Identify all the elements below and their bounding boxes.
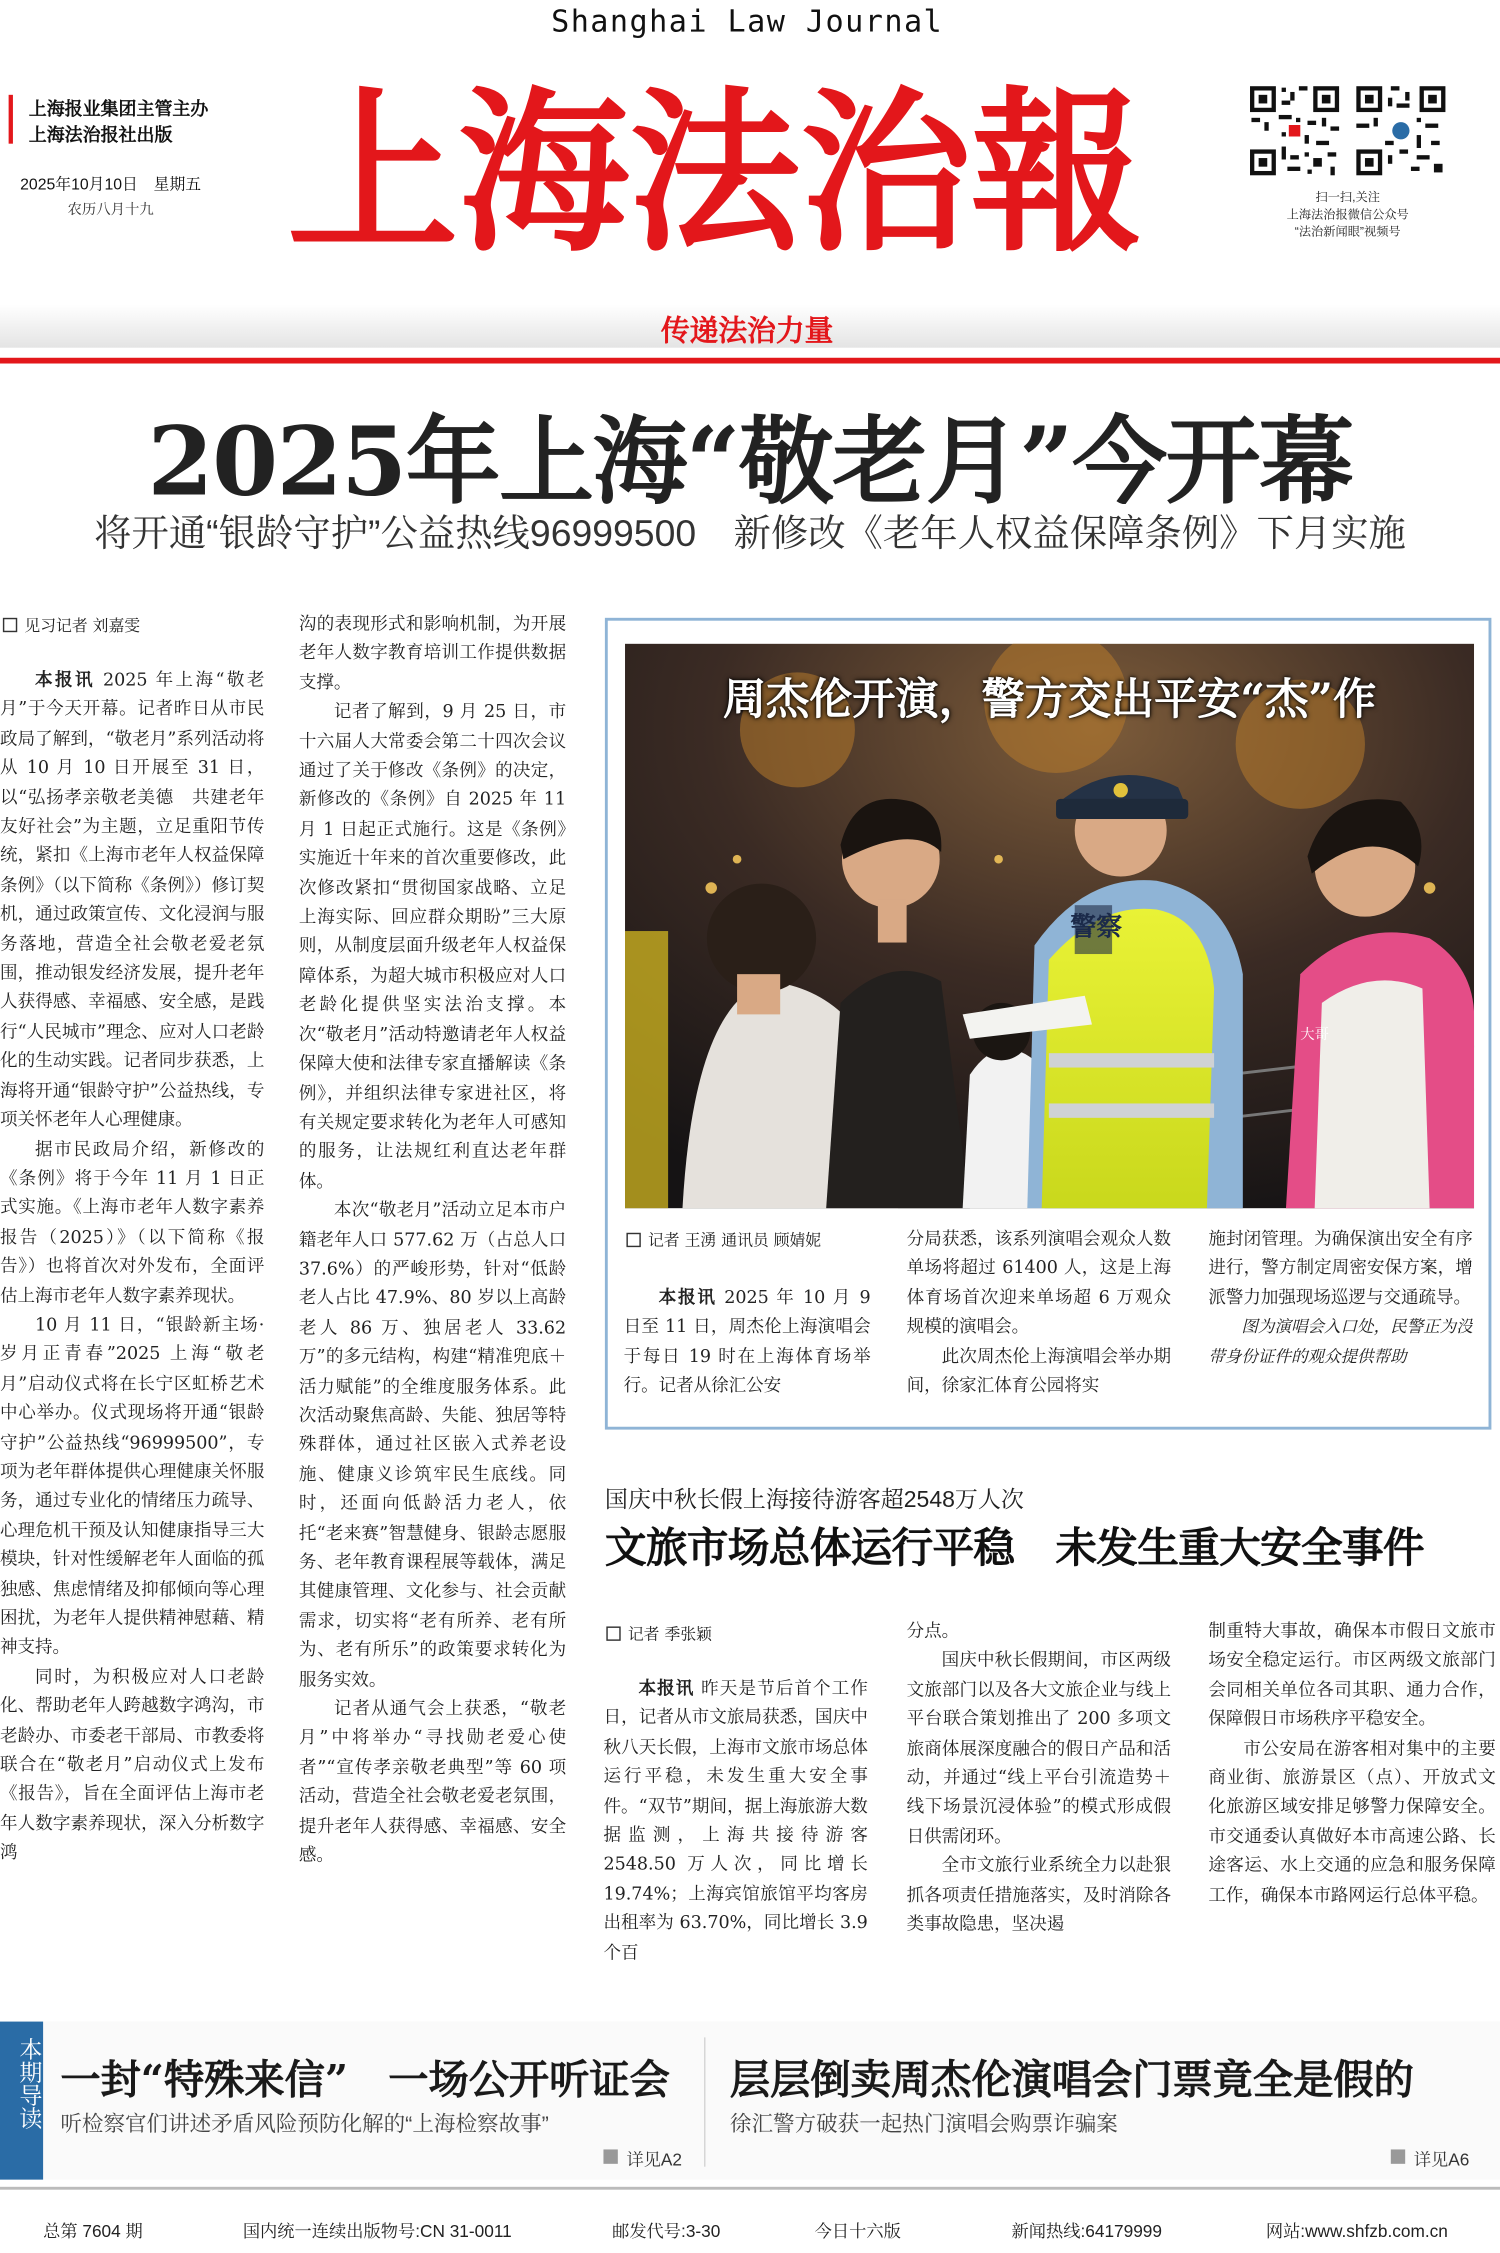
paragraph — [299, 1196, 566, 1694]
guide-item-2-title[interactable]: 层层倒卖周杰伦演唱会门票竟全是假的 — [729, 2056, 1414, 2104]
guide-divider — [704, 2037, 705, 2166]
paragraph-text: 昨天是节后首个工作日，记者从市文旅局获悉，国庆中秋八天长假，上海市文旅市场总体运行平稳，未发生重大安全事件。“双节”期间，据上海旅游大数据监测，上海共接待游客 2548.50 万人次，同比增长 19.74%；上海宾馆旅馆平均客房出租率为 63.70%，同比增长 3.9 个百 — [603, 1678, 868, 1962]
tourism-col-1 — [603, 1674, 867, 1961]
publisher-line-1: 上海报业集团主管主办 — [28, 97, 209, 120]
paragraph-text: 市公安局在游客相对集中的主要商业街、旅游景区（点）、开放式文化旅游区域安排足够警力保障安全。市交通委认真做好本市高速公路、长途客运、水上交通的应急和服务保障工作，确保本市路网运行总体平稳。 — [1208, 1737, 1496, 1905]
paragraph-text: 据市民政局介绍，新修改的《条例》将于今年 11 月 1 日正式实施。《上海市老年人数字素养报告（2025）》（以下简称《报告》）也将首次对外发布，全面评估上海市老年人数字素养现状。 — [0, 1138, 265, 1306]
footer-postal: 邮发代号:3-30 — [612, 2221, 721, 2242]
main-article-col-1 — [0, 665, 264, 1958]
paragraph — [1208, 1224, 1472, 1312]
police-vest-text: 警察 — [1070, 912, 1123, 943]
guide-item-2-ref-icon — [1391, 2149, 1405, 2163]
newspaper-title: 上海法治報 — [287, 68, 1142, 276]
paragraph-text: 分局获悉，该系列演唱会观众人数单场将超过 61400 人，这是上海体育场首次迎来单场超 6 万观众规模的演唱会。 — [906, 1228, 1171, 1337]
lead-headline: 2025年上海“敬老月”今开幕 — [147, 405, 1353, 518]
paragraph — [907, 1341, 1171, 1400]
guide-item-1-title[interactable]: 一封“特殊来信” 一场公开听证会 — [60, 2056, 670, 2104]
issue-date: 2025年10月10日 星期五 — [20, 176, 202, 194]
paragraph — [1208, 1312, 1472, 1371]
paragraph-text: 施封闭管理。为确保演出安全有序进行，警方制定周密安保方案，增派警力加强现场巡逻与交通疏导。 — [1208, 1228, 1473, 1308]
concert-photo — [625, 644, 1474, 1209]
footer-pages: 今日十六版 — [814, 2221, 901, 2242]
main-byline: 见习记者 刘嘉雯 — [3, 615, 140, 638]
qr-caption-1: 扫一扫,关注 — [1315, 189, 1380, 205]
masthead-rule — [0, 358, 1500, 364]
paragraph-text: 全市文旅行业系统全力以赴狠抓各项责任措施落实，及时消除各类事故隐患，坚决遏 — [906, 1855, 1171, 1935]
publisher-line-2: 上海法治报社出版 — [28, 123, 173, 146]
paragraph — [624, 1283, 871, 1400]
paragraph-text: 记者从通气会上获悉，“敬老月”中将举办“寻找勋老爱心使者”“宣传孝亲敬老典型”等 60 项活动，营造全社会敬老爱老氛围，提升老年人获得感、幸福感、安全感。 — [298, 1698, 567, 1866]
paragraph-text: 国庆中秋长假期间，市区两级文旅部门以及各大文旅企业与线上平台联合策划推出了 200 多项文旅商体展深度融合的假日产品和活动，并通过“线上平台引流造势＋线下场景沉浸体验”的模式形成假日供需闭环。 — [906, 1650, 1171, 1847]
tourism-byline: 记者 季张颖 — [606, 1624, 712, 1647]
main-article-col-2 — [299, 609, 566, 1960]
paragraph-text: 分点。 — [906, 1620, 960, 1641]
paragraph — [0, 665, 264, 1134]
guide-item-1-ref-icon — [603, 2149, 617, 2163]
paragraph — [0, 1310, 264, 1662]
paragraph — [0, 1134, 264, 1310]
paragraph — [299, 1694, 566, 1870]
tourism-col-3 — [1208, 1616, 1495, 1961]
paragraph-text: 制重特大事故，确保本市假日文旅市场安全稳定运行。市区两级文旅部门会同相关单位各司其职、通力合作，保障假日市场秩序平稳安全。 — [1208, 1620, 1496, 1729]
photo-story-byline: 记者 王湧 通讯员 顾婧妮 — [626, 1230, 821, 1253]
tourism-headline: 文旅市场总体运行平稳 未发生重大安全事件 — [604, 1523, 1424, 1572]
lead-subtitle: 将开通“银龄守护”公益热线96999500 新修改《老年人权益保障条例》下月实施 — [94, 511, 1406, 555]
guide-bottom-rule — [0, 2187, 1500, 2190]
paragraph — [907, 1646, 1171, 1851]
footer-cn: 国内统一连续出版物号:CN 31-0011 — [242, 2221, 512, 2242]
english-title: Shanghai Law Journal — [551, 4, 944, 39]
guide-item-2-subtitle: 徐汇警方破获一起热门演唱会购票诈骗案 — [729, 2112, 1118, 2137]
paragraph — [1208, 1734, 1495, 1910]
guide-item-1-ref[interactable]: 详见A2 — [626, 2149, 683, 2170]
photo-story-col-2 — [907, 1224, 1171, 1404]
paragraph-text: 记者了解到，9 月 25 日，市十六届人大常委会第二十四次会议通过了关于修改《条例》的决定，新修改的《条例》自 2025 年 11 月 1 日起正式施行。这是《条例》实施近十年来的首次重要修改，此次修改紧扣“贯彻国家战略、立足上海实际、回应群众期盼”三大原则，从制度层面升级老年人权益保障体系，为超大城市积极应对人口老龄化提供坚实法治支撑。本次“敬老月”活动特邀请老年人权益保障大使和法律专家直播解读《条例》，并组织法律专家进社区，将有关规定要求转化为老年人可感知的服务，让法规红利直达老年群体。 — [298, 701, 567, 1191]
paragraph — [907, 1616, 1171, 1645]
qr-caption-3: “法治新闻眼”视频号 — [1294, 224, 1401, 239]
guide-label: 本期导读 — [15, 2037, 41, 2130]
paragraph — [299, 697, 566, 1195]
video-account-qr-icon — [1353, 83, 1448, 178]
paragraph-text: 图为演唱会入口处，民警正为没带身份证件的观众提供帮助 — [1208, 1316, 1473, 1366]
photo-story-title: 周杰伦开演，警方交出平安“杰”作 — [723, 675, 1377, 726]
volunteer-vest-text: 大哥 — [1300, 1026, 1330, 1043]
slogan-text: 传递法治力量 — [660, 313, 834, 348]
paragraph — [0, 1662, 264, 1867]
guide-item-1-subtitle: 听检察官们讲述矛盾风险预防化解的“上海检察故事” — [60, 2112, 549, 2137]
paragraph-text: 2025 年 10 月 9 日至 11 日，周杰伦上海演唱会于每日 19 时在上海体育场举行。记者从徐汇公安 — [623, 1287, 871, 1396]
lead-in: 本报讯 — [638, 1678, 695, 1699]
paragraph-text: 此次周杰伦上海演唱会举办期间，徐家汇体育公园将实 — [906, 1345, 1171, 1396]
wechat-qr-icon — [1247, 83, 1342, 178]
paragraph-text: 沟的表现形式和影响机制，为开展老年人数字教育培训工作提供数据支撑。 — [298, 613, 567, 693]
qr-caption-2: 上海法治报微信公众号 — [1286, 206, 1409, 222]
publisher-bar — [9, 95, 13, 144]
tourism-kicker: 国庆中秋长假上海接待游客超2548万人次 — [604, 1488, 1024, 1513]
guide-item-2-ref[interactable]: 详见A6 — [1413, 2149, 1470, 2170]
paragraph-text: 本次“敬老月”活动立足本市户籍老年人口 577.62 万（占总人口 37.6%）的严峻形势，针对“低龄老人占比 47.9%、80 岁以上高龄老人 86 万、独居老人 33.62 万”的多元结构，构建“精准兜底＋活力赋能”的全维度服务体系。此次活动聚焦高龄、失能、独居等特殊群体，通过社区嵌入式养老设施、健康义诊筑牢民生底线。同时，还面向低龄活力老人，依托“老来赛”智慧健身、银龄志愿服务、老年教育课程展等载体，满足其健康管理、文化参与、社会贡献需求，切实将“老有所养、老有所为、老有所乐”的政策要求转化为服务实效。 — [298, 1199, 567, 1690]
paragraph-text: 2025 年上海“敬老月”于今天开幕。记者昨日从市民政局了解到，“敬老月”系列活动将从 10 月 10 日开展至 31 日，以“弘扬孝亲敬老美德 共建老年友好社会”为主题，立足重阳节传统，紧扣《上海市老年人权益保障条例》（以下简称《条例》）修订契机，通过政策宣传、文化浸润与服务落地，营造全社会敬老爱老氛围，推动银发经济发展，提升老年人获得感、幸福感、安全感，是践行“人民城市”理念、应对人口老龄化的生动实践。记者同步获悉，上海将开通“银龄守护”公益热线，专项关怀老年人心理健康。 — [0, 669, 265, 1130]
paragraph-text: 10 月 11 日，“银龄新主场·岁月正青春”2025 上海“敬老月”启动仪式将在长宁区虹桥艺术中心举办。仪式现场将开通“银龄守护”公益热线“96999500”，专项为老年群体提供心理健康关怀服务，通过专业化的情绪压力疏导、心理危机干预及认知健康指导三大模块，针对性缓解老年人面临的孤独感、焦虑情绪及抑郁倾向等心理困扰，为老年人提供精神慰藉、精神支持。 — [0, 1314, 265, 1658]
paragraph — [907, 1224, 1171, 1341]
paragraph — [907, 1851, 1171, 1939]
paragraph-text: 同时，为积极应对人口老龄化、帮助老年人跨越数字鸿沟，市老龄办、市委老干部局、市教委将联合在“敬老月”启动仪式上发布《报告》，旨在全面评估上海市老年人数字素养现状，深入分析数字鸿 — [0, 1666, 265, 1863]
lunar-date: 农历八月十九 — [67, 202, 154, 219]
photo-story-col-1 — [624, 1283, 871, 1404]
footer-issue: 总第 7604 期 — [43, 2221, 143, 2242]
footer-website: 网站:www.shfzb.com.cn — [1265, 2221, 1448, 2242]
paragraph — [1208, 1616, 1495, 1733]
footer-hotline: 新闻热线:64179999 — [1011, 2221, 1162, 2242]
paragraph — [603, 1674, 867, 1961]
lead-in: 本报讯 — [35, 669, 95, 690]
paragraph — [299, 609, 566, 697]
lead-in: 本报讯 — [658, 1287, 717, 1308]
tourism-col-2 — [907, 1616, 1171, 1961]
photo-story-col-3 — [1208, 1224, 1472, 1404]
